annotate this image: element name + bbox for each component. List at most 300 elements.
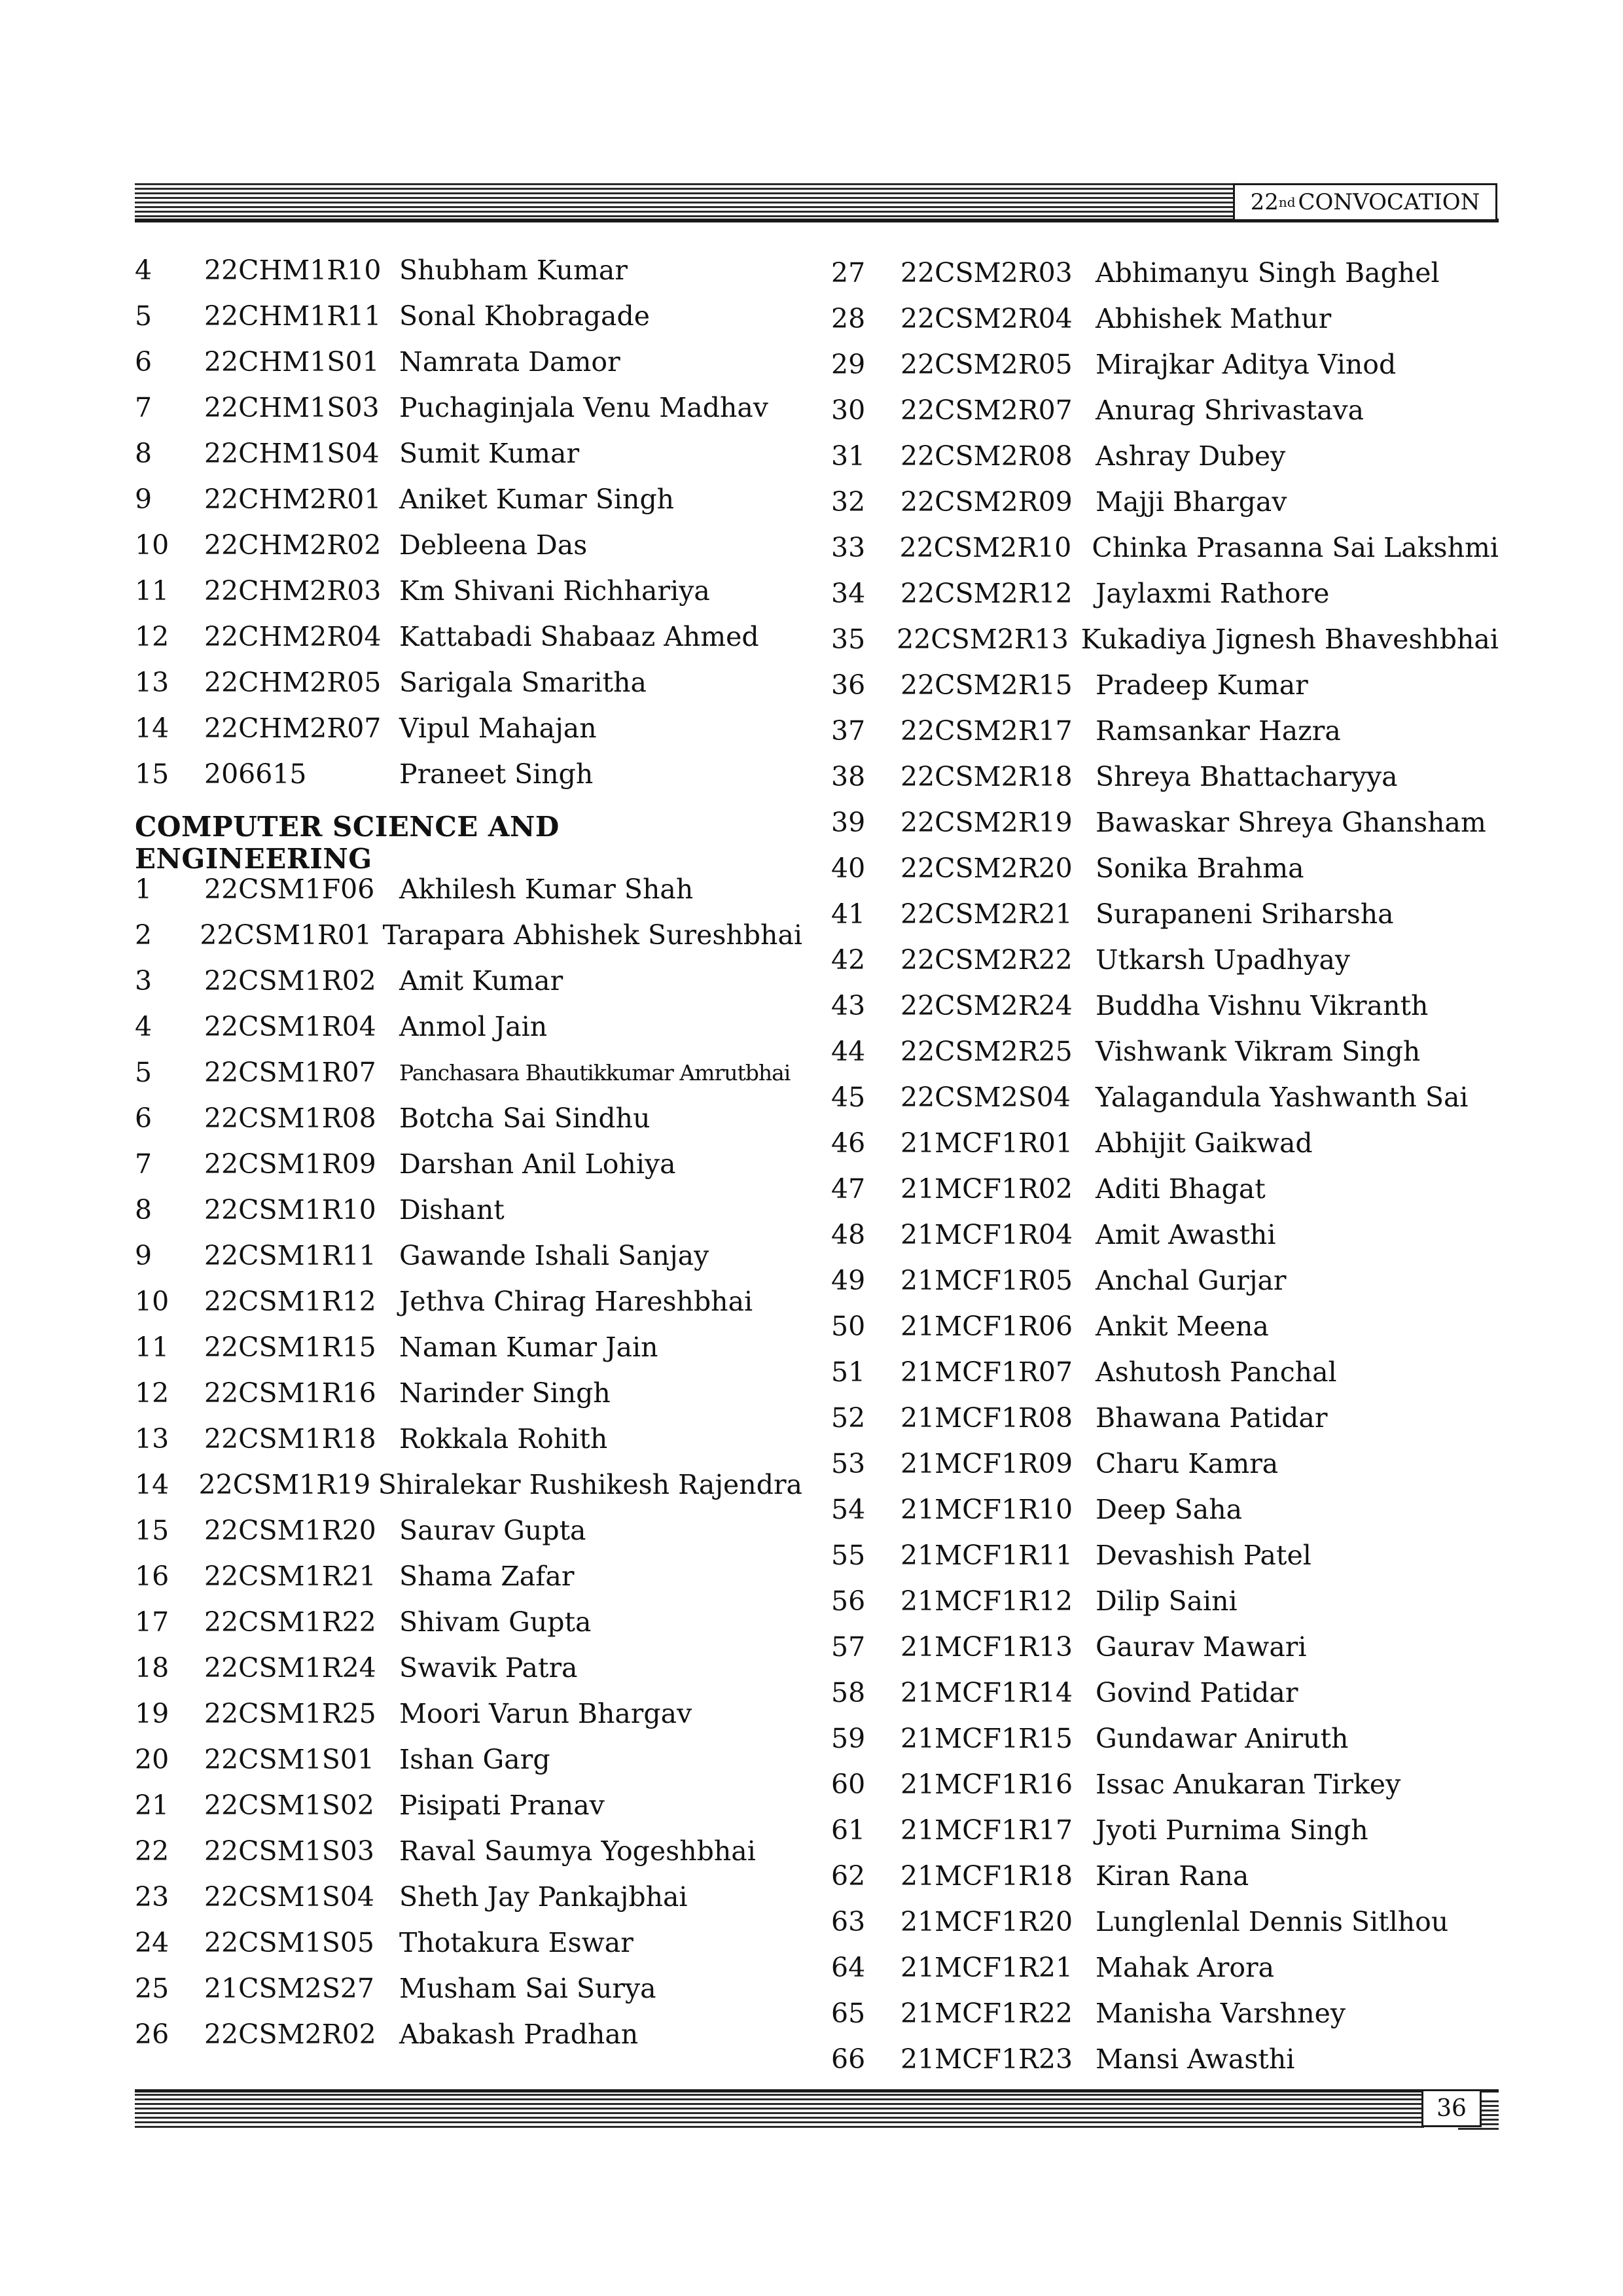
row-number: 32 [831, 486, 866, 518]
roll-number: 21MCF1R18 [901, 1860, 1073, 1892]
list-row [831, 1303, 1499, 1349]
roll-number: 22CHM2R03 [204, 575, 382, 607]
student-name: Jyoti Purnima Singh [1096, 1814, 1368, 1846]
list-row [831, 616, 1499, 662]
list-row [831, 525, 1499, 571]
roll-number: 21MCF1R05 [901, 1265, 1073, 1296]
row-number: 1 [135, 874, 152, 905]
list-row [831, 1441, 1499, 1487]
roll-number: 21MCF1R21 [901, 1952, 1073, 1983]
student-name: Naman Kumar Jain [399, 1332, 658, 1363]
header-title: CONVOCATION [1298, 189, 1480, 215]
roll-number: 22CSM2R02 [204, 2019, 376, 2050]
roll-number: 22CSM2S04 [901, 1082, 1071, 1113]
row-number: 13 [135, 667, 169, 698]
student-name: Chinka Prasanna Sai Lakshmi [1092, 532, 1499, 563]
roll-number: 22CSM2R05 [901, 349, 1073, 380]
student-name: Tarapara Abhishek Sureshbhai [382, 919, 802, 951]
list-row [831, 1212, 1499, 1258]
row-number: 44 [831, 1036, 866, 1067]
roll-number: 22CSM1R16 [204, 1377, 376, 1409]
student-name: Narinder Singh [399, 1377, 611, 1409]
roll-number: 22CSM2R20 [901, 853, 1073, 884]
roll-number: 22CSM1R02 [204, 965, 376, 997]
list-row [135, 1599, 802, 1645]
row-number: 28 [831, 303, 866, 334]
cse-list-right [831, 250, 1499, 2082]
row-number: 51 [831, 1356, 866, 1388]
left-column [135, 247, 802, 2057]
row-number: 25 [135, 1973, 169, 2004]
list-row [831, 342, 1499, 387]
student-name: Shama Zafar [399, 1561, 575, 1592]
footer-rule-thick [135, 2089, 1499, 2093]
list-row [135, 1828, 802, 1874]
student-name: Manisha Varshney [1096, 1998, 1346, 2029]
list-row [831, 1899, 1499, 1945]
roll-number: 22CSM2R21 [901, 898, 1073, 930]
list-row [831, 1395, 1499, 1441]
roll-number: 21MCF1R23 [901, 2043, 1073, 2075]
list-row [135, 2011, 802, 2057]
list-row [831, 1853, 1499, 1899]
row-number: 10 [135, 1286, 169, 1317]
list-row [135, 1187, 802, 1233]
list-row [135, 1508, 802, 1553]
roll-number: 22CSM1R01 [200, 919, 372, 951]
student-name: Buddha Vishnu Vikranth [1096, 990, 1429, 1021]
row-number: 29 [831, 349, 866, 380]
student-name: Abakash Pradhan [399, 2019, 639, 2050]
list-row [831, 983, 1499, 1029]
student-name: Pradeep Kumar [1096, 669, 1308, 701]
row-number: 26 [135, 2019, 169, 2050]
roll-number: 22CSM1R20 [204, 1515, 376, 1546]
roll-number: 22CSM1R04 [204, 1011, 376, 1042]
student-name: Puchaginjala Venu Madhav [399, 392, 768, 423]
list-row [135, 247, 802, 293]
student-name: Ishan Garg [399, 1744, 550, 1775]
list-row [135, 1095, 802, 1141]
row-number: 16 [135, 1561, 169, 1592]
row-number: 7 [135, 392, 152, 423]
student-name: Charu Kamra [1096, 1448, 1279, 1479]
student-name: Thotakura Eswar [399, 1927, 633, 1958]
student-name: Moori Varun Bhargav [399, 1698, 692, 1729]
student-name: Abhishek Mathur [1096, 303, 1332, 334]
roll-number: 21MCF1R12 [901, 1585, 1073, 1617]
roll-number: 22CSM2R08 [901, 440, 1073, 472]
row-number: 21 [135, 1790, 169, 1821]
list-row [831, 250, 1499, 296]
roll-number: 22CSM2R13 [897, 624, 1069, 655]
list-row [831, 1624, 1499, 1670]
roll-number: 22CSM1R10 [204, 1194, 376, 1226]
row-number: 37 [831, 715, 866, 747]
row-number: 49 [831, 1265, 866, 1296]
roll-number: 21MCF1R15 [901, 1723, 1073, 1754]
student-name: Anmol Jain [399, 1011, 548, 1042]
row-number: 15 [135, 1515, 169, 1546]
list-row [831, 387, 1499, 433]
list-row [831, 1716, 1499, 1761]
row-number: 9 [135, 484, 152, 515]
student-name: Botcha Sai Sindhu [399, 1103, 651, 1134]
chemistry-list [135, 247, 802, 797]
student-name: Govind Patidar [1096, 1677, 1298, 1708]
row-number: 27 [831, 257, 866, 289]
roll-number: 22CSM2R19 [901, 807, 1073, 838]
list-row [831, 1029, 1499, 1074]
list-row [135, 1874, 802, 1920]
row-number: 13 [135, 1423, 169, 1455]
list-row [135, 568, 802, 614]
roll-number: 22CHM2R07 [204, 713, 382, 744]
section-title: COMPUTER SCIENCE AND ENGINEERING [135, 811, 560, 875]
roll-number: 22CSM1R12 [204, 1286, 376, 1317]
row-number: 11 [135, 575, 169, 607]
student-name: Gundawar Aniruth [1096, 1723, 1349, 1754]
page-number: 36 [1421, 2089, 1482, 2127]
student-name: Debleena Das [399, 529, 588, 561]
roll-number: 22CHM2R05 [204, 667, 382, 698]
row-number: 50 [831, 1311, 866, 1342]
student-name: Ashutosh Panchal [1096, 1356, 1337, 1388]
student-name: Mahak Arora [1096, 1952, 1275, 1983]
row-number: 57 [831, 1631, 866, 1663]
footer-rule [135, 2089, 1424, 2130]
row-number: 55 [831, 1540, 866, 1571]
roll-number: 22CSM1S01 [204, 1744, 374, 1775]
roll-number: 22CSM1S04 [204, 1881, 374, 1913]
roll-number: 21MCF1R16 [901, 1769, 1073, 1800]
roll-number: 21MCF1R02 [901, 1173, 1073, 1205]
roll-number: 22CSM1S03 [204, 1835, 374, 1867]
row-number: 30 [831, 395, 866, 426]
row-number: 34 [831, 578, 866, 609]
roll-number: 22CSM1R11 [204, 1240, 376, 1271]
student-name: Mirajkar Aditya Vinod [1096, 349, 1397, 380]
list-row [831, 1258, 1499, 1303]
roll-number: 21MCF1R07 [901, 1356, 1073, 1388]
student-name: Sonal Khobragade [399, 300, 650, 332]
roll-number: 22CHM1S04 [204, 438, 380, 469]
row-number: 65 [831, 1998, 866, 2029]
roll-number: 22CHM2R01 [204, 484, 382, 515]
student-name: Namrata Damor [399, 346, 620, 378]
list-row [135, 660, 802, 705]
row-number: 43 [831, 990, 866, 1021]
row-number: 42 [831, 944, 866, 976]
row-number: 8 [135, 438, 152, 469]
roll-number: 22CSM2R15 [901, 669, 1073, 701]
row-number: 48 [831, 1219, 866, 1250]
roll-number: 22CHM2R02 [204, 529, 382, 561]
row-number: 39 [831, 807, 866, 838]
student-name: Ramsankar Hazra [1096, 715, 1341, 747]
student-name: Vipul Mahajan [399, 713, 597, 744]
student-name: Lunglenlal Dennis Sitlhou [1096, 1906, 1449, 1937]
row-number: 4 [135, 255, 152, 286]
roll-number: 22CSM1R22 [204, 1606, 376, 1638]
student-name: Praneet Singh [399, 758, 594, 790]
list-row [831, 1349, 1499, 1395]
roll-number: 21MCF1R13 [901, 1631, 1073, 1663]
student-name: Shiralekar Rushikesh Rajendra [378, 1469, 802, 1500]
row-number: 64 [831, 1952, 866, 1983]
list-row [831, 2036, 1499, 2082]
roll-number: 21MCF1R06 [901, 1311, 1073, 1342]
list-row [135, 1141, 802, 1187]
student-name: Gawande Ishali Sanjay [399, 1240, 709, 1271]
list-row [831, 754, 1499, 800]
row-number: 10 [135, 529, 169, 561]
row-number: 59 [831, 1723, 866, 1754]
header-ordinal: 22 [1250, 189, 1279, 215]
row-number: 53 [831, 1448, 866, 1479]
row-number: 12 [135, 1377, 169, 1409]
row-number: 5 [135, 300, 152, 332]
row-number: 8 [135, 1194, 152, 1226]
row-number: 63 [831, 1906, 866, 1937]
list-row [831, 433, 1499, 479]
row-number: 14 [135, 1469, 169, 1500]
student-name: Musham Sai Surya [399, 1973, 656, 2004]
student-name: Majji Bhargav [1096, 486, 1287, 518]
list-row [135, 1050, 802, 1095]
roll-number: 206615 [204, 758, 307, 790]
list-row [831, 296, 1499, 342]
student-name: Pisipati Pranav [399, 1790, 605, 1821]
student-name: Ashray Dubey [1096, 440, 1286, 472]
row-number: 60 [831, 1769, 866, 1800]
list-row [831, 1990, 1499, 2036]
list-row [135, 1645, 802, 1691]
student-name: Rokkala Rohith [399, 1423, 608, 1455]
student-name: Sumit Kumar [399, 438, 580, 469]
list-row [831, 937, 1499, 983]
row-number: 15 [135, 758, 169, 790]
row-number: 4 [135, 1011, 152, 1042]
roll-number: 21MCF1R11 [901, 1540, 1073, 1571]
student-name: Amit Kumar [399, 965, 563, 997]
student-name: Sheth Jay Pankajbhai [399, 1881, 688, 1913]
roll-number: 21MCF1R10 [901, 1494, 1073, 1525]
roll-number: 21MCF1R22 [901, 1998, 1073, 2029]
roll-number: 22CHM1S03 [204, 392, 380, 423]
list-row [135, 866, 802, 912]
roll-number: 22CSM2R04 [901, 303, 1073, 334]
roll-number: 22CSM2R12 [901, 578, 1073, 609]
roll-number: 22CSM1S05 [204, 1927, 374, 1958]
list-row [831, 1532, 1499, 1578]
row-number: 3 [135, 965, 152, 997]
row-number: 45 [831, 1082, 866, 1113]
row-number: 18 [135, 1652, 169, 1684]
roll-number: 21MCF1R04 [901, 1219, 1073, 1250]
header-rule [135, 183, 1234, 224]
row-number: 46 [831, 1127, 866, 1159]
student-name: Sonika Brahma [1096, 853, 1304, 884]
roll-number: 22CSM1R19 [198, 1469, 371, 1500]
roll-number: 22CSM2R25 [901, 1036, 1073, 1067]
roll-number: 22CHM1R10 [204, 255, 382, 286]
student-name: Shivam Gupta [399, 1606, 592, 1638]
convocation-header [1233, 183, 1497, 221]
row-number: 61 [831, 1814, 866, 1846]
list-row [135, 1966, 802, 2011]
student-name: Aditi Bhagat [1096, 1173, 1266, 1205]
student-name: Darshan Anil Lohiya [399, 1148, 676, 1180]
roll-number: 22CSM1R18 [204, 1423, 376, 1455]
list-row [831, 571, 1499, 616]
list-row [831, 1487, 1499, 1532]
row-number: 19 [135, 1698, 169, 1729]
list-row [135, 339, 802, 385]
student-name: Sarigala Smaritha [399, 667, 647, 698]
roll-number: 22CSM2R24 [901, 990, 1073, 1021]
roll-number: 22CHM1R11 [204, 300, 382, 332]
student-name: Jethva Chirag Hareshbhai [399, 1286, 753, 1317]
student-name: Akhilesh Kumar Shah [399, 874, 694, 905]
list-row [135, 1691, 802, 1737]
student-name: Vishwank Vikram Singh [1096, 1036, 1421, 1067]
row-number: 56 [831, 1585, 866, 1617]
student-name: Bawaskar Shreya Ghansham [1096, 807, 1486, 838]
student-name: Shreya Bhattacharyya [1096, 761, 1398, 792]
roll-number: 21MCF1R08 [901, 1402, 1073, 1434]
roll-number: 21MCF1R14 [901, 1677, 1073, 1708]
list-row [135, 1324, 802, 1370]
list-row [135, 1233, 802, 1279]
list-row [135, 614, 802, 660]
list-row [135, 1004, 802, 1050]
row-number: 7 [135, 1148, 152, 1180]
row-number: 62 [831, 1860, 866, 1892]
student-name: Aniket Kumar Singh [399, 484, 675, 515]
row-number: 11 [135, 1332, 169, 1363]
student-name: Mansi Awasthi [1096, 2043, 1295, 2075]
roll-number: 22CHM2R04 [204, 621, 382, 652]
list-row [831, 845, 1499, 891]
student-name: Dilip Saini [1096, 1585, 1238, 1617]
list-row [135, 1279, 802, 1324]
list-row [831, 1945, 1499, 1990]
list-row [135, 385, 802, 431]
student-name: Abhimanyu Singh Baghel [1096, 257, 1440, 289]
roll-number: 22CSM1R15 [204, 1332, 376, 1363]
student-name: Anchal Gurjar [1096, 1265, 1287, 1296]
list-row [135, 1920, 802, 1966]
list-row [831, 708, 1499, 754]
list-row [135, 1462, 802, 1508]
list-row [831, 1166, 1499, 1212]
list-row [135, 476, 802, 522]
student-name: Gaurav Mawari [1096, 1631, 1307, 1663]
student-name: Bhawana Patidar [1096, 1402, 1328, 1434]
row-number: 17 [135, 1606, 169, 1638]
list-row [831, 662, 1499, 708]
list-row [135, 958, 802, 1004]
list-row [831, 1074, 1499, 1120]
student-name: Jaylaxmi Rathore [1096, 578, 1330, 609]
student-name: Raval Saumya Yogeshbhai [399, 1835, 756, 1867]
roll-number: 22CSM2R17 [901, 715, 1073, 747]
row-number: 24 [135, 1927, 169, 1958]
roll-number: 22CSM1F06 [204, 874, 375, 905]
roll-number: 22CSM1R08 [204, 1103, 376, 1134]
student-name: Km Shivani Richhariya [399, 575, 710, 607]
student-name: Issac Anukaran Tirkey [1096, 1769, 1401, 1800]
row-number: 6 [135, 346, 152, 378]
row-number: 40 [831, 853, 866, 884]
student-name: Anurag Shrivastava [1096, 395, 1364, 426]
roll-number: 22CSM1R07 [204, 1057, 376, 1088]
roll-number: 22CHM1S01 [204, 346, 380, 378]
student-name: Kiran Rana [1096, 1860, 1249, 1892]
student-name: Deep Saha [1096, 1494, 1243, 1525]
student-name: Saurav Gupta [399, 1515, 586, 1546]
student-name: Kukadiya Jignesh Bhaveshbhai [1080, 624, 1499, 655]
student-name: Ankit Meena [1096, 1311, 1269, 1342]
row-number: 22 [135, 1835, 169, 1867]
list-row [135, 1737, 802, 1782]
roll-number: 22CSM1R25 [204, 1698, 376, 1729]
list-row [831, 479, 1499, 525]
roll-number: 22CSM2R18 [901, 761, 1073, 792]
row-number: 35 [831, 624, 866, 655]
student-name: Devashish Patel [1096, 1540, 1311, 1571]
roll-number: 22CSM1R21 [204, 1561, 376, 1592]
list-row [831, 1578, 1499, 1624]
list-row [135, 1416, 802, 1462]
roll-number: 21MCF1R20 [901, 1906, 1073, 1937]
row-number: 12 [135, 621, 169, 652]
row-number: 54 [831, 1494, 866, 1525]
row-number: 36 [831, 669, 866, 701]
list-row [135, 522, 802, 568]
list-row [831, 1761, 1499, 1807]
list-row [831, 1670, 1499, 1716]
student-name: Kattabadi Shabaaz Ahmed [399, 621, 759, 652]
row-number: 9 [135, 1240, 152, 1271]
row-number: 2 [135, 919, 152, 951]
row-number: 58 [831, 1677, 866, 1708]
roll-number: 21MCF1R09 [901, 1448, 1073, 1479]
list-row [135, 751, 802, 797]
row-number: 5 [135, 1057, 152, 1088]
roll-number: 21MCF1R01 [901, 1127, 1073, 1159]
right-column [831, 250, 1499, 2082]
student-name: Yalagandula Yashwanth Sai [1096, 1082, 1469, 1113]
list-row [135, 293, 802, 339]
student-name: Amit Awasthi [1096, 1219, 1276, 1250]
row-number: 47 [831, 1173, 866, 1205]
row-number: 14 [135, 713, 169, 744]
list-row [831, 1807, 1499, 1853]
student-name: Surapaneni Sriharsha [1096, 898, 1394, 930]
roll-number: 21CSM2S27 [204, 1973, 374, 2004]
student-name: Swavik Patra [399, 1652, 578, 1684]
row-number: 23 [135, 1881, 169, 1913]
row-number: 41 [831, 898, 866, 930]
student-name: Dishant [399, 1194, 505, 1226]
list-row [135, 1782, 802, 1828]
list-row [831, 891, 1499, 937]
student-name: Abhijit Gaikwad [1096, 1127, 1313, 1159]
roll-number: 22CSM2R09 [901, 486, 1073, 518]
roll-number: 21MCF1R17 [901, 1814, 1073, 1846]
